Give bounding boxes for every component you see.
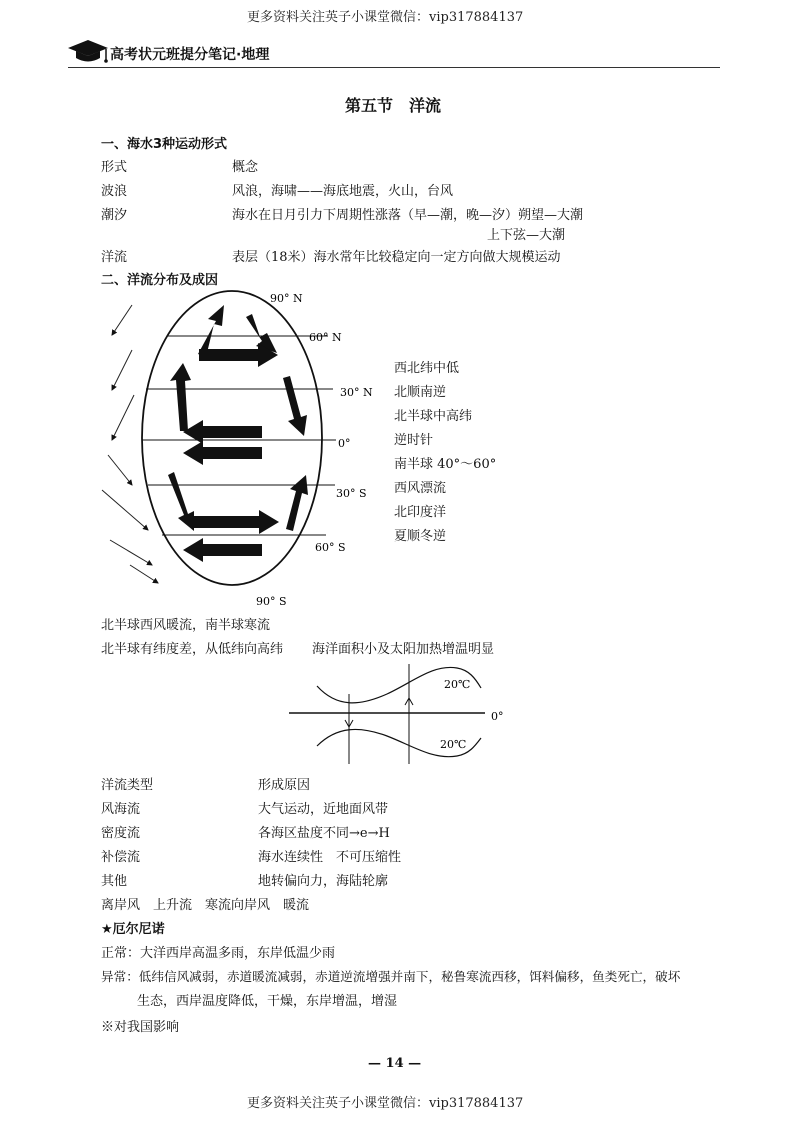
cause-wind-driven: 大气运动，近地面风带 — [258, 802, 389, 817]
header-rule — [68, 67, 720, 68]
note-1: 西北纬中低 — [394, 361, 460, 376]
watermark-top: 更多资料关注英子小课堂微信：vip317884137 — [247, 10, 524, 25]
watermark-bottom: 更多资料关注英子小课堂微信：vip317884137 — [247, 1096, 524, 1111]
elnino-abnormal-1: 异常：低纬信风减弱，赤道暖流减弱，赤道逆流增强并南下，秘鲁寒流西移，饵料偏移，鱼类死亡，破坏 — [101, 969, 681, 984]
col-head-type: 洋流类型 — [101, 778, 154, 793]
note-5: 南半球 40°～60° — [394, 457, 497, 472]
type-compensation: 补偿流 — [101, 850, 141, 865]
elnino-impact: ※对我国影响 — [101, 1020, 180, 1035]
elnino-normal: 正常：大洋西岸高温多雨，东岸低温少雨 — [101, 946, 336, 961]
col-head-concept: 概念 — [232, 160, 259, 175]
label-90n: 90° N — [270, 292, 303, 305]
wind-arrows — [102, 305, 158, 583]
part2-line1: 北半球西风暖流，南半球寒流 — [101, 618, 271, 633]
cause-other: 地转偏向力，海陆轮廓 — [258, 874, 389, 889]
note-2: 北顺南逆 — [394, 385, 447, 400]
note-6: 西风漂流 — [394, 481, 447, 496]
types-summary: 离岸风 上升流 寒流向岸风 暖流 — [101, 898, 310, 913]
isotherm-diagram — [285, 660, 515, 770]
note-3: 北半球中高纬 — [394, 409, 473, 424]
elnino-abnormal-2: 生态，西岸温度降低，干燥，东岸增温，增湿 — [137, 994, 398, 1009]
cause-density: 各海区盐度不同→e→H — [258, 826, 390, 841]
part1-heading: 一、海水3种运动形式 — [101, 137, 228, 152]
section-title: 第五节 洋流 — [345, 96, 442, 115]
note-7: 北印度洋 — [394, 505, 447, 520]
concept-tides: 海水在日月引力下周期性涨落（早—潮，晚—汐）朔望—大潮 — [232, 208, 584, 223]
label-60s: 60° S — [315, 541, 346, 554]
concept-tides-2: 上下弦—大潮 — [487, 228, 566, 243]
note-4: 逆时针 — [394, 433, 434, 448]
col-head-cause: 形成原因 — [258, 778, 311, 793]
form-currents: 洋流 — [101, 250, 128, 265]
form-tides: 潮汐 — [101, 208, 128, 223]
label-90s: 90° S — [256, 595, 287, 608]
header-title: 高考状元班提分笔记·地理 — [110, 47, 270, 63]
label-20c-bottom: 20℃ — [440, 738, 467, 751]
label-20c-top: 20℃ — [444, 678, 471, 691]
part2-line2b: 海洋面积小及太阳加热增温明显 — [312, 642, 495, 657]
type-wind-driven: 风海流 — [101, 802, 141, 817]
concept-waves: 风浪，海啸——海底地震，火山，台风 — [232, 184, 454, 199]
graduation-cap-icon — [66, 38, 110, 66]
concept-currents: 表层（18米）海水常年比较稳定向一定方向做大规模运动 — [232, 250, 561, 265]
ocean-current-diagram — [90, 285, 390, 620]
label-eq: 0° — [338, 437, 351, 450]
part2-line2a: 北半球有纬度差，从低纬向高纬 — [101, 642, 284, 657]
col-head-form: 形式 — [101, 160, 128, 175]
part2-heading: 二、洋流分布及成因 — [101, 273, 219, 288]
cause-compensation: 海水连续性 不可压缩性 — [258, 850, 402, 865]
label-30s: 30° S — [336, 487, 367, 500]
elnino-heading: ★厄尔尼诺 — [101, 922, 165, 937]
current-arrows — [168, 305, 308, 562]
form-waves: 波浪 — [101, 184, 128, 199]
note-8: 夏顺冬逆 — [394, 529, 447, 544]
label-0deg: 0° — [491, 710, 504, 723]
type-other: 其他 — [101, 874, 128, 889]
type-density: 密度流 — [101, 826, 141, 841]
label-60n: 60° N — [309, 331, 342, 344]
label-30n: 30° N — [340, 386, 373, 399]
page-number: — 14 — — [368, 1056, 422, 1071]
